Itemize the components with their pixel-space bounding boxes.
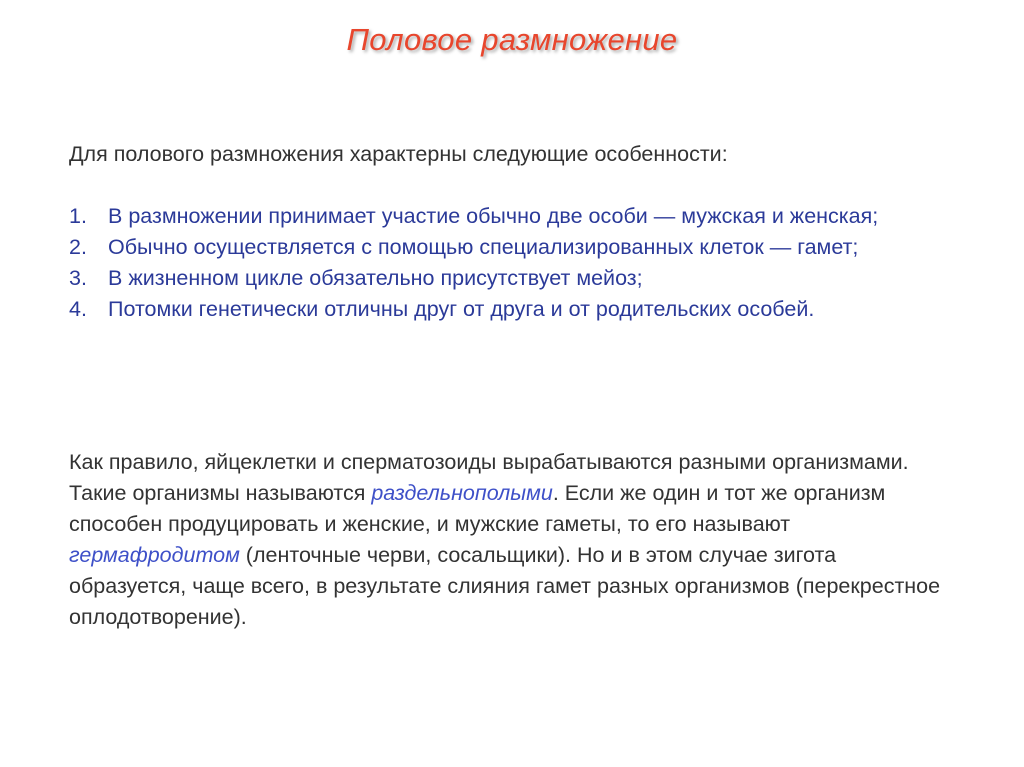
list-item <box>69 232 949 263</box>
features-list <box>69 201 949 325</box>
list-item-text: В жизненном цикле обязательно присутствует мейоз; <box>108 266 643 290</box>
term-dioecious: раздельнополыми <box>371 481 553 505</box>
list-item-number: 4. <box>69 297 87 321</box>
list-item <box>69 263 949 294</box>
intro-text: Для полового размножения характерны следующие особенности: <box>69 142 728 166</box>
list-item-text: Потомки генетически отличны друг от друга и от родительских особей. <box>108 297 815 321</box>
list-item-text: Обычно осуществляется с помощью специализированных клеток — гамет; <box>108 235 859 259</box>
list-item-number: 2. <box>69 235 87 259</box>
slide-title: Половое размножение <box>346 22 678 57</box>
paragraph-text: (ленточные черви, сосальщики). Но и в этом случае зигота образуется, чаще всего, в результате слияния гамет разных организмов (перекрестное оплодотворение). <box>69 543 941 629</box>
body-paragraph <box>69 447 944 633</box>
paragraph-text: . Если же один и тот же организм способен продуцировать и женские, и мужские гаметы, то его называют <box>69 481 886 536</box>
list-item <box>69 201 949 232</box>
term-hermaphrodite: гермафродитом <box>69 543 240 567</box>
list-item-number: 1. <box>69 204 87 228</box>
list-item-text: В размножении принимает участие обычно две особи — мужская и женская; <box>108 204 879 228</box>
list-item <box>69 294 949 325</box>
list-item-number: 3. <box>69 266 87 290</box>
paragraph-text: Как правило, яйцеклетки и сперматозоиды вырабатываются разными организмами. Такие организмы называются <box>69 450 909 505</box>
